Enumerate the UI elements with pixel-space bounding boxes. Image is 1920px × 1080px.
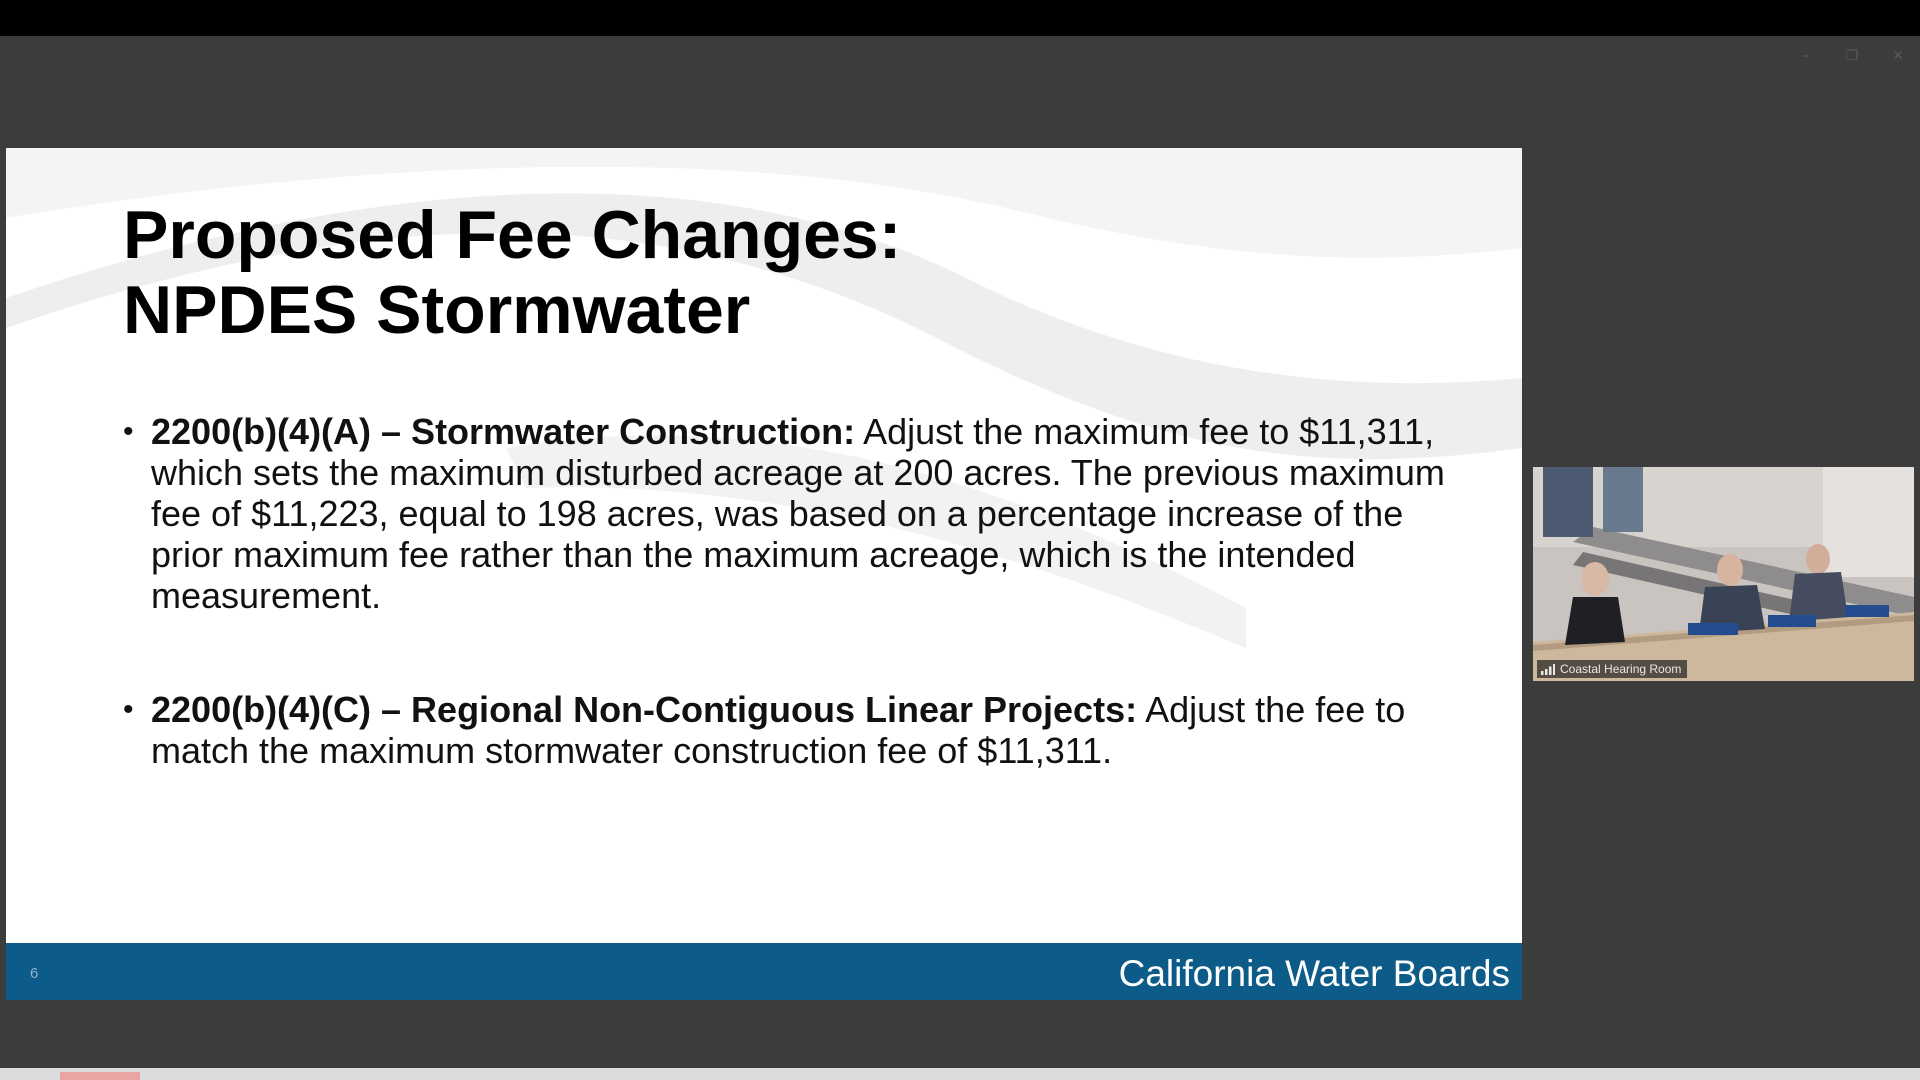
bullet-lead-text: 2200(b)(4)(C) – Regional Non-Contiguous Linear Projects: <box>151 689 1138 730</box>
bullet-body-text: Adjust the maximum fee to $11,311, which sets the maximum disturbed acreage at 200 acres. The previous maximum fee of $11,223, equal to 198 acres, was based on a percentage increase of the prior maximum fee rather than the maximum acreage, which is the intended measurement. <box>151 411 1445 616</box>
bullet-marker: • <box>123 693 134 726</box>
bullet-lead-text: 2200(b)(4)(A) – Stormwater Construction: <box>151 411 856 452</box>
bottom-taskbar-strip <box>0 1068 1920 1080</box>
slide-footer-bar <box>6 943 1522 1000</box>
close-button[interactable]: ✕ <box>1892 48 1904 64</box>
bullet-body-text: Adjust the fee to match the maximum stormwater construction fee of $11,311. <box>151 689 1406 771</box>
video-room-label <box>1537 660 1687 678</box>
top-black-bar <box>0 0 1920 36</box>
bullet-item <box>123 411 1463 616</box>
slide-title-line-1: Proposed Fee Changes: <box>123 197 902 273</box>
bullet-marker: • <box>123 415 134 448</box>
brand-text: California Water Boards <box>1118 953 1510 994</box>
restore-button[interactable]: ❐ <box>1845 48 1859 64</box>
bullet-list <box>123 411 1463 771</box>
video-feed-image <box>1533 467 1914 681</box>
bullet-item <box>123 689 1463 771</box>
room-name-text: Coastal Hearing Room <box>1560 662 1682 676</box>
signal-strength-icon <box>1541 664 1555 675</box>
shared-slide <box>6 148 1522 1000</box>
bottom-thumbnail[interactable] <box>60 1072 140 1080</box>
window-controls <box>1794 46 1910 66</box>
slide-title <box>123 198 901 348</box>
slide-title-line-2: NPDES Stormwater <box>123 272 751 348</box>
participant-video-tile[interactable] <box>1533 467 1914 681</box>
slide-number: 6 <box>30 965 39 982</box>
minimize-button[interactable]: – <box>1802 48 1810 64</box>
